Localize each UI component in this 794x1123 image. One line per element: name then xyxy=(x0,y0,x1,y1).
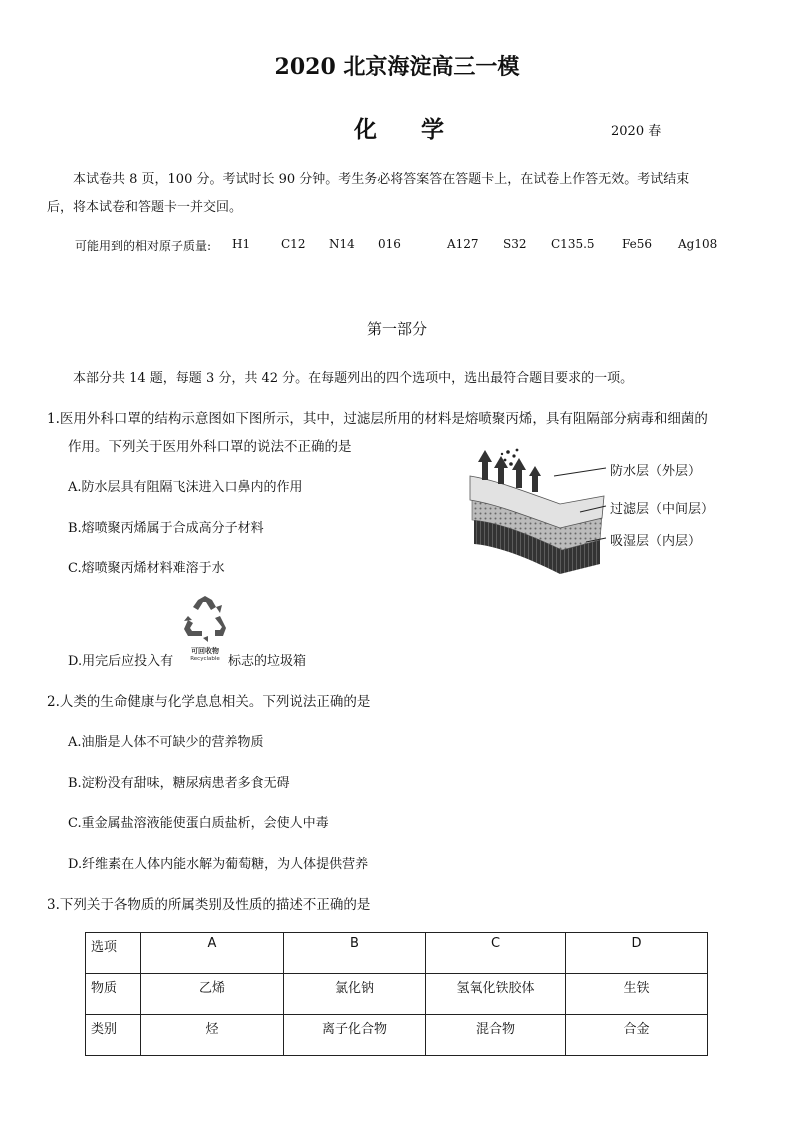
q1-option-a: A.防水层具有阻隔飞沫进入口鼻内的作用 xyxy=(68,480,303,495)
table-cell xyxy=(426,1015,566,1056)
intro-line-2: 后，将本试卷和答题卡一并交回。 xyxy=(47,200,243,215)
q2-option-d: D.纤维素在人体内能水解为葡萄糖，为人体提供营养 xyxy=(68,857,369,872)
atomic-mass-al: A127 xyxy=(447,237,479,251)
recycle-icon xyxy=(178,594,232,664)
q1-stem-line-1: 1.医用外科口罩的结构示意图如下图所示，其中，过滤层所用的材料是熔喷聚丙烯，具有阻隔部分病毒和细菌的 xyxy=(47,411,708,427)
recycle-label-cn: 可回收物 xyxy=(191,647,219,655)
mask-layers-illustration xyxy=(468,446,608,576)
table-cell xyxy=(86,974,141,1015)
mask-structure-figure xyxy=(468,446,608,576)
atomic-mass-h: H1 xyxy=(232,237,251,251)
table-row xyxy=(86,1015,708,1056)
table-row xyxy=(86,974,708,1015)
table-cell xyxy=(86,1015,141,1056)
cell-text: 合金 xyxy=(623,1022,650,1037)
table-cell xyxy=(566,974,708,1015)
table-cell xyxy=(284,974,426,1015)
table-cell xyxy=(566,1015,708,1056)
table-cell xyxy=(566,933,708,974)
atomic-mass-c: C12 xyxy=(281,237,306,251)
atomic-mass-n: N14 xyxy=(329,237,355,251)
atomic-mass-label: 可能用到的相对原子质量: xyxy=(75,239,212,253)
atomic-mass-cl: C135.5 xyxy=(551,237,595,251)
cell-text: 类别 xyxy=(91,1022,118,1037)
table-cell xyxy=(426,933,566,974)
cell-text: 物质 xyxy=(91,981,118,996)
cell-text: 氯化钠 xyxy=(334,981,374,996)
term-label: 2020 春 xyxy=(611,124,662,139)
cell-text: 生铁 xyxy=(623,981,650,996)
q1-option-d-end: 标志的垃圾箱 xyxy=(228,654,307,669)
subject-title: 化学 xyxy=(354,116,488,143)
section-instruction: 本部分共 14 题，每题 3 分，共 42 分。在每题列出的四个选项中，选出最符合题目要求的一项。 xyxy=(73,371,634,386)
table-cell xyxy=(141,933,284,974)
table-cell xyxy=(284,1015,426,1056)
table-cell xyxy=(86,933,141,974)
q3-table xyxy=(85,932,708,1056)
cell-text: 氢氧化铁胶体 xyxy=(456,981,535,996)
q1-stem-line-2: 作用。下列关于医用外科口罩的说法不正确的是 xyxy=(68,439,352,455)
cell-text: A xyxy=(207,936,217,951)
table-cell xyxy=(141,974,284,1015)
atomic-mass-o: 016 xyxy=(378,237,401,251)
cell-text: 选项 xyxy=(91,940,118,955)
cell-text: C xyxy=(490,936,501,951)
cell-text: 离子化合物 xyxy=(321,1022,387,1037)
recycle-label-en: Recyclable xyxy=(190,656,220,662)
q2-option-b: B.淀粉没有甜味，糖尿病患者多食无碍 xyxy=(68,776,290,791)
q3-stem: 3.下列关于各物质的所属类别及性质的描述不正确的是 xyxy=(47,897,371,913)
table-cell xyxy=(426,974,566,1015)
atomic-mass-fe: Fe56 xyxy=(622,237,653,251)
figure-label-waterproof: 防水层（外层） xyxy=(610,464,702,479)
q2-stem: 2.人类的生命健康与化学息息相关。下列说法正确的是 xyxy=(47,694,371,710)
table-cell xyxy=(284,933,426,974)
page-title: 2020 北京海淀高三一模 xyxy=(274,54,520,80)
cell-text: 烃 xyxy=(205,1022,219,1037)
q1-option-c: C.熔喷聚丙烯材料难溶于水 xyxy=(68,561,225,576)
cell-text: 混合物 xyxy=(475,1022,515,1037)
recycle-symbol xyxy=(178,594,232,644)
table-cell xyxy=(141,1015,284,1056)
figure-label-absorbent: 吸湿层（内层） xyxy=(610,534,702,549)
cell-text: B xyxy=(350,936,359,951)
cell-text: D xyxy=(631,936,642,951)
cell-text: 乙烯 xyxy=(198,981,225,996)
atomic-mass-s: S32 xyxy=(503,237,527,251)
figure-label-filter: 过滤层（中间层） xyxy=(610,502,715,517)
section-title: 第一部分 xyxy=(366,320,427,338)
q1-option-d-start: D.用完后应投入有 xyxy=(68,654,174,669)
q2-option-c: C.重金属盐溶液能使蛋白质盐析，会使人中毒 xyxy=(68,816,329,831)
intro-line-1: 本试卷共 8 页，100 分。考试时长 90 分钟。考生务必将答案答在答题卡上，在试卷上作答无效。考试结束 xyxy=(73,172,690,187)
q2-option-a: A.油脂是人体不可缺少的营养物质 xyxy=(68,735,264,750)
atomic-mass-ag: Ag108 xyxy=(678,237,718,251)
table-row xyxy=(86,933,708,974)
q1-option-b: B.熔喷聚丙烯属于合成高分子材料 xyxy=(68,521,264,536)
